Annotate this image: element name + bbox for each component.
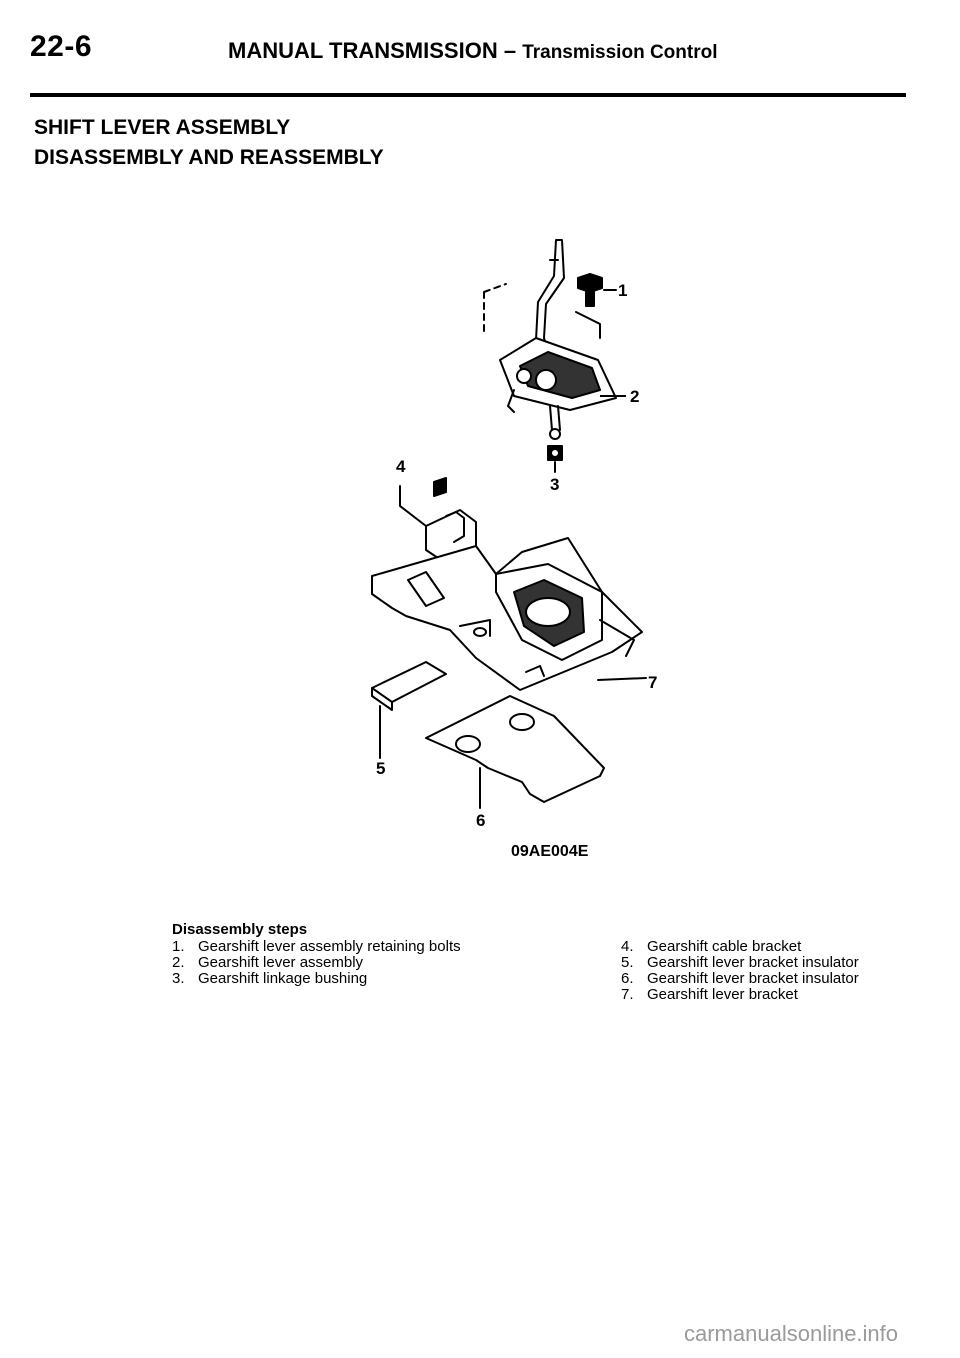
section-title-line2: DISASSEMBLY AND REASSEMBLY: [34, 146, 384, 169]
header-title: [228, 38, 718, 64]
retaining-bolt-1: [578, 274, 616, 306]
header-title-separator: –: [497, 38, 523, 63]
steps-list-right: [621, 939, 921, 1003]
callout-3: 3: [550, 475, 560, 494]
step-item: [172, 955, 502, 971]
callout-5: 5: [376, 759, 386, 778]
steps-heading: Disassembly steps: [172, 921, 308, 938]
watermark: carmanualsonline.info: [684, 1321, 899, 1346]
step-text: Gearshift lever bracket insulator: [647, 954, 859, 971]
step-number: 3.: [172, 970, 185, 987]
step-item: [172, 939, 502, 955]
step-item: [621, 971, 921, 987]
step-item: [621, 987, 921, 1003]
exploded-view-diagram: [300, 220, 720, 840]
bracket-insulator-6: [426, 696, 604, 808]
step-item: [621, 939, 921, 955]
step-number: 7.: [621, 986, 634, 1003]
step-number: 2.: [172, 954, 185, 971]
callout-1: 1: [618, 281, 628, 300]
step-item: [172, 971, 502, 987]
header-rule: [30, 93, 906, 97]
step-text: Gearshift lever assembly retaining bolts: [198, 938, 461, 955]
callout-7: 7: [648, 673, 658, 692]
callout-6: 6: [476, 811, 486, 830]
callout-4: 4: [396, 457, 406, 476]
step-text: Gearshift lever bracket: [647, 986, 798, 1003]
step-number: 4.: [621, 938, 634, 955]
step-item: [621, 955, 921, 971]
step-number: 1.: [172, 938, 185, 955]
steps-list-left: [172, 939, 502, 987]
step-text: Gearshift lever assembly: [198, 954, 364, 971]
header-title-main: MANUAL TRANSMISSION: [228, 38, 498, 63]
callout-2: 2: [630, 387, 640, 406]
header-title-sub: Transmission Control: [522, 42, 718, 63]
bracket-insulator-5: [372, 662, 446, 758]
step-text: Gearshift cable bracket: [647, 938, 802, 955]
gearshift-lever-assembly: [484, 240, 616, 439]
section-title-line1: SHIFT LEVER ASSEMBLY: [34, 116, 291, 139]
page-number: 22-6: [30, 30, 93, 63]
step-number: 6.: [621, 970, 634, 987]
linkage-bushing-3: [548, 446, 562, 472]
step-text: Gearshift linkage bushing: [198, 970, 368, 987]
step-text: Gearshift lever bracket insulator: [647, 970, 859, 987]
figure-code: 09AE004E: [511, 843, 589, 860]
step-number: 5.: [621, 954, 634, 971]
